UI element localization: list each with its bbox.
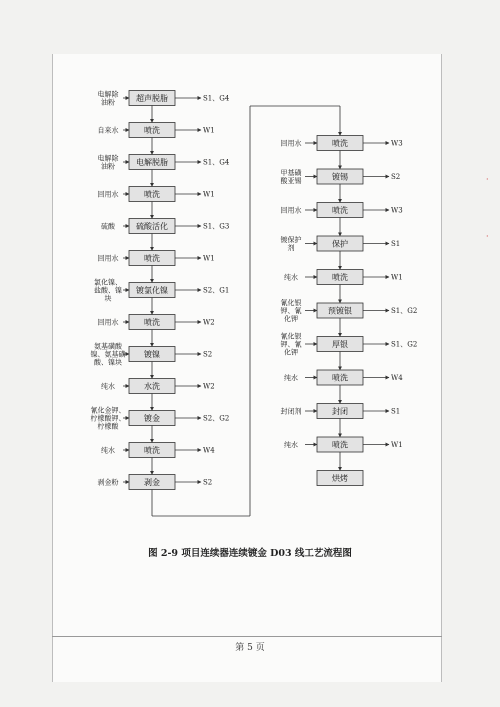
- process-step-label: 镀金: [144, 414, 160, 423]
- process-step-label: 封闭: [332, 407, 348, 416]
- process-step-label: 喷洗: [332, 273, 348, 282]
- input-material: 钾、氰: [280, 340, 302, 349]
- input-material: 纯水: [101, 446, 115, 455]
- output-emission: S1、G3: [203, 222, 230, 231]
- output-emission: S1、G2: [391, 340, 418, 349]
- output-emission: W3: [391, 206, 403, 215]
- input-material: 回用水: [97, 190, 119, 199]
- input-material: 块: [104, 294, 112, 303]
- input-material: 甲基磺: [280, 169, 302, 177]
- output-emission: W1: [391, 441, 403, 449]
- output-emission: S1、G4: [203, 94, 230, 103]
- output-emission: W1: [203, 126, 215, 135]
- output-emission: W4: [391, 374, 403, 382]
- output-emission: S2、G2: [203, 414, 230, 423]
- output-emission: W2: [203, 382, 215, 391]
- output-emission: S2: [203, 478, 213, 487]
- input-material: 封闭剂: [280, 407, 302, 416]
- input-material: 酸亚锡: [280, 177, 302, 185]
- input-material: 化钾: [284, 348, 298, 357]
- output-emission: S1: [391, 240, 401, 248]
- figure-caption: 图 2-9 项目连续器连续镀金 D03 线工艺流程图: [148, 548, 352, 559]
- input-material: 回用水: [97, 318, 119, 327]
- input-material: 氨基磺酸: [94, 342, 122, 351]
- input-material: 柠檬酸: [97, 422, 119, 431]
- input-material: 油粉: [101, 162, 115, 171]
- input-material: 镀保护: [280, 236, 302, 244]
- output-emission: S1、G2: [391, 307, 418, 315]
- output-emission: S1: [391, 407, 401, 416]
- input-material: 镍、氨基磺: [90, 350, 126, 359]
- input-material: 硫酸: [101, 222, 115, 231]
- process-step-label: 电解脱脂: [136, 158, 168, 167]
- output-emission: W3: [391, 139, 403, 148]
- process-step-label: 喷洗: [144, 126, 160, 135]
- input-material: 回用水: [280, 206, 302, 215]
- margin-mark: ·: [486, 175, 489, 184]
- input-material: 柠檬酸钾、: [90, 414, 126, 423]
- process-step-label: 厚银: [332, 340, 348, 349]
- input-material: 酸、镍块: [94, 358, 122, 367]
- input-material: 纯水: [284, 273, 298, 282]
- process-step-label: 水洗: [144, 382, 160, 391]
- input-material: 电解除: [97, 90, 119, 99]
- process-step-label: 喷洗: [332, 139, 348, 148]
- input-material: 纯水: [284, 374, 298, 382]
- output-emission: S2: [391, 173, 401, 181]
- output-emission: S2: [203, 350, 213, 359]
- output-emission: S2、G1: [203, 286, 230, 295]
- input-material: 氯化镍、: [94, 278, 122, 287]
- margin-mark: ·: [486, 232, 489, 241]
- input-material: 自来水: [97, 126, 119, 135]
- process-step-label: 保护: [332, 239, 348, 249]
- input-material: 剥金粉: [97, 478, 119, 487]
- output-emission: W1: [203, 254, 215, 263]
- input-material: 氰化银: [280, 332, 302, 341]
- input-material: 纯水: [284, 441, 298, 449]
- input-material: 油粉: [101, 98, 115, 107]
- output-emission: W4: [203, 446, 215, 455]
- process-step-label: 喷洗: [144, 190, 160, 199]
- input-material: 回用水: [280, 139, 302, 148]
- process-step-label: 硫酸活化: [136, 222, 168, 231]
- output-emission: S1、G4: [203, 158, 230, 167]
- output-emission: W1: [391, 273, 403, 282]
- input-material: 盐酸、镍: [94, 286, 122, 295]
- page-number: 第 5 页: [235, 643, 265, 653]
- process-step-label: 镀锡: [332, 172, 348, 182]
- process-step-label: 剥金: [144, 478, 160, 487]
- input-material: 钾、氰: [280, 307, 302, 315]
- input-material: 电解除: [97, 154, 119, 163]
- footer-divider: [52, 636, 442, 637]
- input-material: 纯水: [101, 382, 115, 391]
- output-emission: W1: [203, 190, 215, 199]
- process-step-label: 预镀银: [328, 306, 352, 316]
- input-material: 氰化金钾、: [90, 406, 126, 415]
- input-material: 回用水: [97, 254, 119, 263]
- process-step-label: 超声脱脂: [136, 94, 168, 103]
- process-step-label: 喷洗: [144, 446, 160, 455]
- process-step-label: 烘烤: [332, 474, 348, 483]
- process-step-label: 镀镍: [144, 350, 160, 359]
- process-step-label: 喷洗: [332, 440, 348, 450]
- process-step-label: 喷洗: [332, 206, 348, 215]
- process-step-label: 喷洗: [144, 254, 160, 263]
- process-step-label: 镀氯化镍: [136, 286, 168, 295]
- input-material: 化钾: [284, 315, 298, 323]
- process-step-label: 喷洗: [144, 318, 160, 327]
- input-material: 氰化银: [280, 299, 302, 307]
- process-step-label: 喷洗: [332, 373, 348, 383]
- flow-nodes: [91, 90, 418, 490]
- output-emission: W2: [203, 318, 215, 327]
- input-material: 剂: [287, 244, 295, 252]
